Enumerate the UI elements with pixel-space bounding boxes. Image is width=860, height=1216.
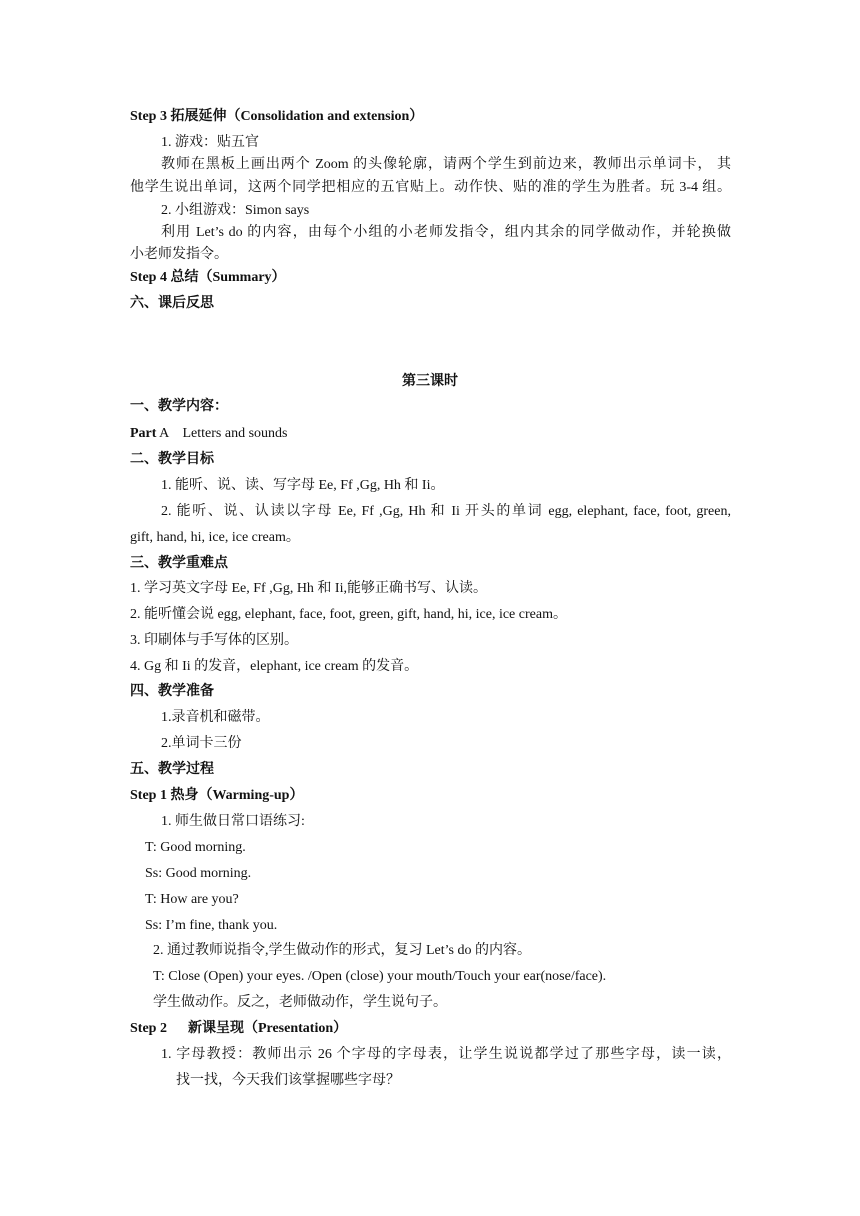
step3-heading: Step 3 拓展延伸（Consolidation and extension） [130,109,424,124]
part-title: A Letters and sounds [156,426,288,441]
step1-note: 学生做动作。反之，老师做动作，学生说句子。 [153,995,447,1010]
lesson-title: 第三课时 [402,374,458,389]
game2-desc-line2: 小老师发指令。 [130,247,228,262]
step2-heading: Step 2 新课呈现（Presentation） [130,1021,348,1036]
game2-title: 2. 小组游戏：Simon says [161,203,310,218]
step2-item-1-line2: 找一找，今天我们该掌握哪些字母？ [176,1073,400,1088]
content-heading: 一、教学内容： [130,399,228,414]
prep-item-2: 2.单词卡三份 [161,736,242,751]
reflection-heading: 六、课后反思 [130,296,214,311]
keypoint-3: 3. 印刷体与手写体的区别。 [130,633,298,648]
keypoint-1: 1. 学习英文字母 Ee, Ff ,Gg, Hh 和 Ii,能够正确书写、认读。 [130,581,487,596]
goal-1: 1. 能听、说、读、写字母 Ee, Ff ,Gg, Hh 和 Ii。 [161,478,445,493]
goals-heading: 二、教学目标 [130,452,214,467]
step4-heading: Step 4 总结（Summary） [130,270,286,285]
part-line [130,425,287,443]
dialog-line: T: How are you? [145,892,239,907]
step1-item-1: 1. 师生做日常口语练习: [161,814,305,829]
step2-item-1-line1: 1. 字母教授：教师出示 26 个字母的字母表，让学生说说都学过了那些字母，读一读， [161,1047,731,1062]
dialog-line: Ss: Good morning. [145,866,252,881]
step1-item-2: 2. 通过教师说指令,学生做动作的形式，复习 Let’s do 的内容。 [153,943,531,958]
prep-heading: 四、教学准备 [130,684,214,699]
game1-title: 1. 游戏：贴五官 [161,135,259,150]
prep-item-1: 1.录音机和磁带。 [161,710,270,725]
dialog-line: Ss: I’m fine, thank you. [145,918,278,933]
goal-2-line2: gift, hand, hi, ice, ice cream。 [130,530,300,545]
keypoint-2: 2. 能听懂会说 egg, elephant, face, foot, green, gift, hand, hi, ice, ice cream。 [130,607,567,622]
part-label: Part [130,426,157,441]
goal-2-line1: 2. 能听、说、认读以字母 Ee, Ff ,Gg, Hh 和 Ii 开头的单词 egg, elephant, face, foot, green, [161,504,731,519]
dialog-line: T: Good morning. [145,840,246,855]
keypoint-4: 4. Gg 和 Ii 的发音，elephant, ice cream 的发音。 [130,659,419,674]
game1-desc-line1: 教师在黑板上画出两个 Zoom 的头像轮廓，请两个学生到前边来，教师出示单词卡， 其 [161,157,731,172]
game2-desc-line1: 利用 Let’s do 的内容，由每个小组的小老师发指令，组内其余的同学做动作，并轮换做 [161,225,731,240]
keypoints-heading: 三、教学重难点 [130,556,228,571]
step1-command: T: Close (Open) your eyes. /Open (close) your mouth/Touch your ear(nose/face). [153,969,607,984]
step1-heading: Step 1 热身（Warming-up） [130,788,304,803]
process-heading: 五、教学过程 [130,762,214,777]
game1-desc-line2: 他学生说出单词，这两个同学把相应的五官贴上。动作快、贴的准的学生为胜者。玩 3-4 组。 [130,180,731,195]
